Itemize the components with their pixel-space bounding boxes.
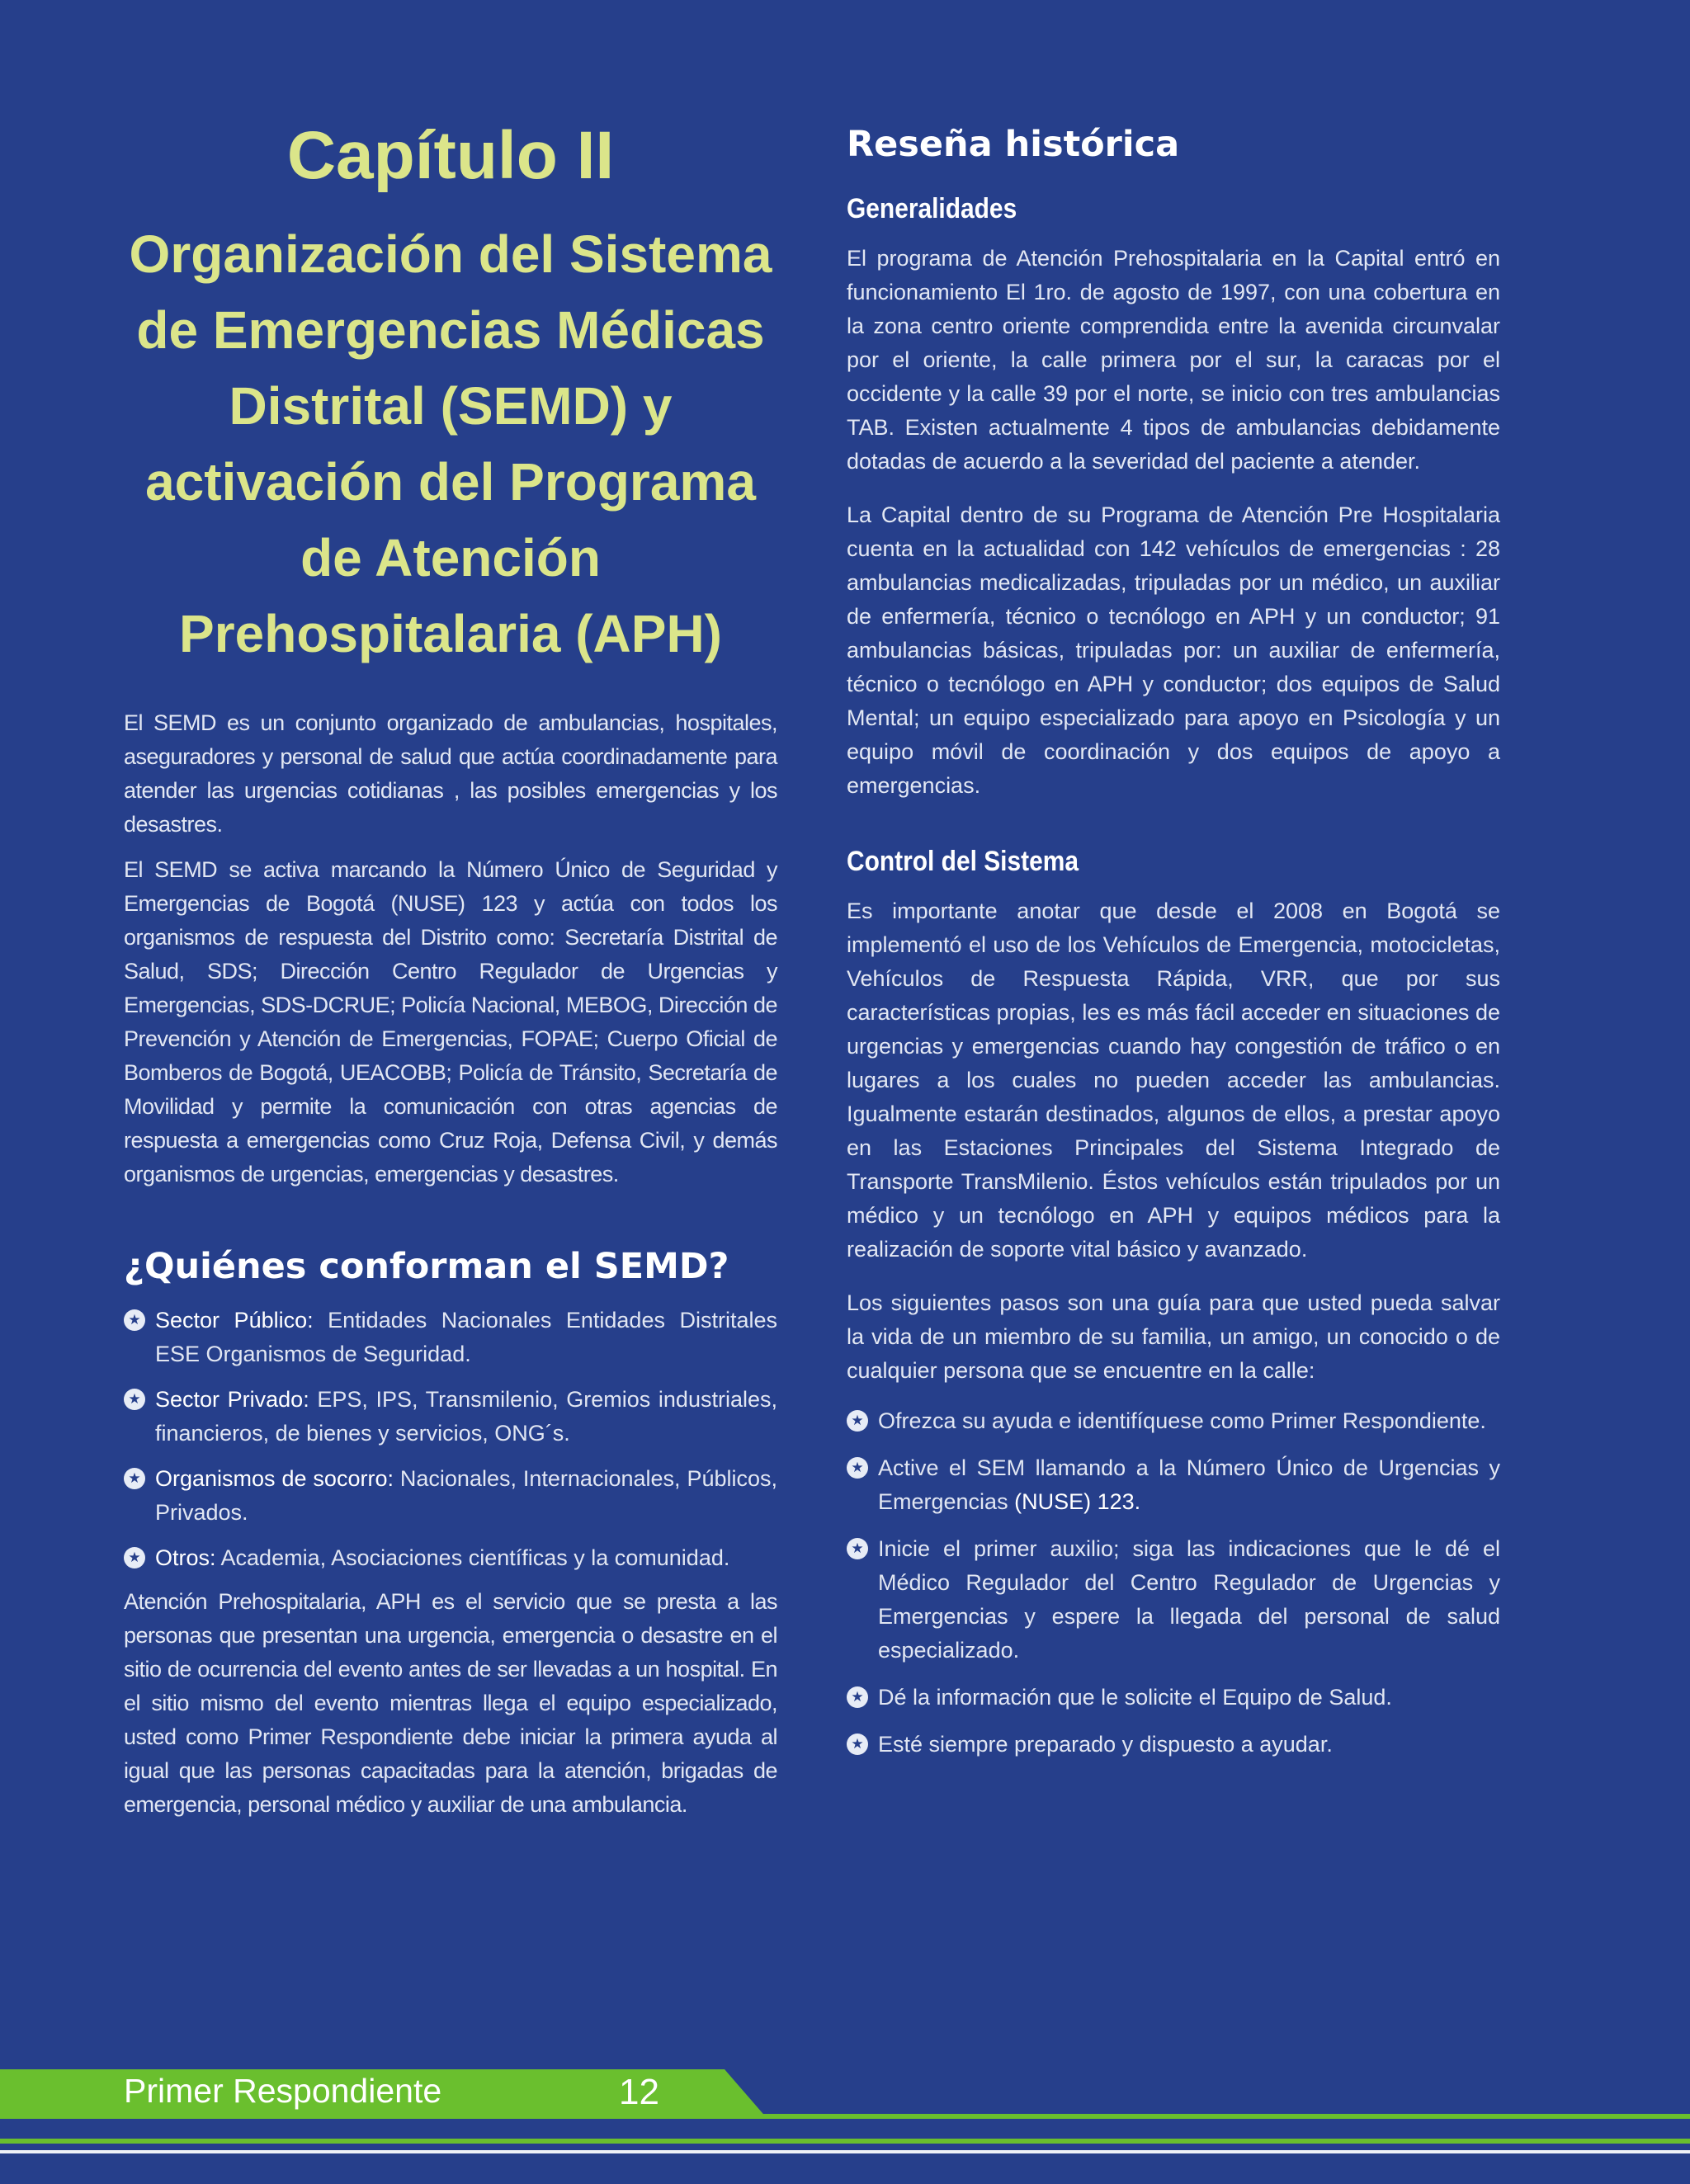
who-section-title: ¿Quiénes conforman el SEMD? bbox=[124, 1246, 729, 1288]
step-text: Inicie el primer auxilio; siga las indicaciones que le dé el Médico Regulador del Centro Regulador de Urgencias y Emergencias y espere la llegada del personal de salud especializado. bbox=[878, 1535, 1500, 1663]
star-bullet-icon: ★ bbox=[124, 1468, 145, 1489]
footer-divider bbox=[0, 2114, 1690, 2119]
list-item bbox=[847, 1728, 1500, 1762]
star-bullet-icon: ★ bbox=[847, 1734, 868, 1755]
list-item bbox=[847, 1681, 1500, 1715]
step-text: Esté siempre preparado y dispuesto a ayudar. bbox=[878, 1731, 1333, 1757]
list-item bbox=[847, 1532, 1500, 1667]
general-subtitle: Generalidades bbox=[847, 192, 1017, 224]
chapter-title bbox=[124, 216, 777, 672]
step-highlight: (NUSE) 123. bbox=[1014, 1488, 1141, 1514]
star-bullet-icon: ★ bbox=[847, 1686, 868, 1708]
list-item-label: Otros: bbox=[155, 1545, 216, 1570]
chapter-label: Capítulo II bbox=[286, 118, 615, 193]
step-text: Active el SEM llamando a la Número Único de Urgencias y Emergencias bbox=[878, 1455, 1500, 1514]
step-text: Dé la información que le solicite el Equipo de Salud. bbox=[878, 1684, 1392, 1710]
chapter-title-line: activación del Programa bbox=[145, 452, 756, 512]
chapter-title-line: de Emergencias Médicas bbox=[136, 300, 765, 361]
list-item-text: Nacionales, Internacionales, Públicos, Privados. bbox=[155, 1465, 777, 1525]
activation-paragraph: El SEMD se activa marcando la Número Único de Seguridad y Emergencias de Bogotá (NUSE) 123 y actúa con todos los organismos de respuesta del Distrito como: Secretaría Distrital de Salud, SDS; Dirección Centro Regulador de Urgencias y Emergencias, SDS-DCRUE; Policía Nacional, MEBOG, Dirección de Prevención y Atención de Emergencias, FOPAE; Cuerpo Oficial de Bomberos de Bogotá, UEACOBB; Policía de Tránsito, Secretaría de Movilidad y permite la comunicación con otras agencias de respuesta a emergencias como Cruz Roja, Defensa Civil, y demás organismos de urgencias, emergencias y desastres. bbox=[124, 857, 777, 1187]
intro-paragraph: El SEMD es un conjunto organizado de ambulancias, hospitales, aseguradores y personal de salud que actúa coordinadamente para atender las urgencias cotidianas , las posibles emergencias y los desastres. bbox=[124, 710, 777, 837]
step-text: Ofrezca su ayuda e identifíquese como Primer Respondiente. bbox=[878, 1408, 1486, 1433]
control-paragraph-2: Los siguientes pasos son una guía para que usted pueda salvar la vida de un miembro de su familia, un amigo, un conocido o de cualquier persona que se encuentre en la calle: bbox=[847, 1290, 1500, 1383]
list-item-label: Organismos de socorro: bbox=[155, 1465, 394, 1491]
footer-divider bbox=[0, 2150, 1690, 2153]
star-bullet-icon: ★ bbox=[847, 1410, 868, 1432]
star-bullet-icon: ★ bbox=[124, 1547, 145, 1568]
chapter-title-line: Prehospitalaria (APH) bbox=[179, 604, 722, 664]
star-bullet-icon: ★ bbox=[847, 1457, 868, 1479]
list-item-text: Entidades Nacionales Entidades Distritales ESE Organismos de Seguridad. bbox=[155, 1307, 778, 1366]
list-item-text: Academia, Asociaciones científicas y la comunidad. bbox=[215, 1545, 730, 1570]
history-title: Reseña histórica bbox=[847, 124, 1180, 165]
list-item bbox=[124, 1304, 777, 1371]
who-list bbox=[124, 1304, 777, 1575]
star-bullet-icon: ★ bbox=[124, 1389, 145, 1410]
list-item bbox=[847, 1451, 1500, 1519]
list-item-label: Sector Privado: bbox=[155, 1386, 309, 1412]
chapter-title-line: de Atención bbox=[300, 528, 601, 588]
list-item bbox=[124, 1541, 777, 1575]
list-item bbox=[124, 1462, 777, 1530]
control-subtitle: Control del Sistema bbox=[847, 845, 1079, 877]
list-item bbox=[124, 1383, 777, 1450]
list-item-text: EPS, IPS, Transmilenio, Gremios industriales, financieros, de bienes y servicios, ONG´s. bbox=[155, 1386, 777, 1446]
star-bullet-icon: ★ bbox=[124, 1309, 145, 1331]
aph-paragraph: Atención Prehospitalaria, APH es el servicio que se presta a las personas que presentan una urgencia, emergencia o desastre en el sitio de ocurrencia del evento antes de ser llevadas a un hospital. En el sitio mismo del evento mientras llega el equipo especializado, usted como Primer Respondiente debe iniciar la primera ayuda al igual que las personas capacitadas para la atención, brigadas de emergencia, personal médico y auxiliar de una ambulancia. bbox=[124, 1588, 777, 1817]
general-paragraph-1: El programa de Atención Prehospitalaria en la Capital entró en funcionamiento El 1ro. de agosto de 1997, con una cobertura en la zona centro oriente comprendida entre la avenida circunvalar por el oriente, la calle primera por el sur, la caracas por el occidente y la calle 39 por el norte, se inicio con tres ambulancias TAB. Existen actualmente 4 tipos de ambulancias debidamente dotadas de acuerdo a la severidad del paciente a atender. bbox=[847, 245, 1500, 474]
list-item bbox=[847, 1404, 1500, 1438]
control-paragraph-1: Es importante anotar que desde el 2008 en Bogotá se implementó el uso de los Vehículos de Emergencia, motocicletas, Vehículos de Respuesta Rápida, VRR, que por sus características propias, les es más fácil acceder en situaciones de urgencias y emergencias cuando hay congestión de tráfico o en lugares a los cuales no pueden acceder las ambulancias. Igualmente estarán destinados, algunos de ellos, a prestar apoyo en las Estaciones Principales del Sistema Integrado de Transporte TransMilenio. Éstos vehículos están tripulados por un médico y un tecnólogo en APH y equipos médicos para la realización de soporte vital básico y avanzado. bbox=[847, 898, 1500, 1262]
footer-divider bbox=[0, 2139, 1690, 2144]
list-item-label: Sector Público: bbox=[155, 1307, 314, 1333]
general-paragraph-2: La Capital dentro de su Programa de Atención Pre Hospitalaria cuenta en la actualidad con 142 vehículos de emergencias : 28 ambulancias medicalizadas, tripuladas por un médico, un auxiliar de enfermería, técnico o tecnólogo en APH y un conductor; 91 ambulancias básicas, tripuladas por: un auxiliar de enfermería, técnico o tecnólogo en APH y conductor; dos equipos de Salud Mental; un equipo especializado para apoyo en Psicología y un equipo móvil de coordinación y dos equipos de apoyo a emergencias. bbox=[847, 502, 1500, 798]
chapter-title-line: Distrital (SEMD) y bbox=[229, 376, 673, 436]
steps-list bbox=[847, 1404, 1500, 1762]
star-bullet-icon: ★ bbox=[847, 1538, 868, 1559]
chapter-title-line: Organización del Sistema bbox=[129, 224, 772, 285]
footer-label: Primer Respondiente bbox=[124, 2072, 442, 2110]
right-column bbox=[847, 124, 1500, 1762]
left-column bbox=[124, 116, 777, 1822]
page-number: 12 bbox=[619, 2072, 659, 2112]
